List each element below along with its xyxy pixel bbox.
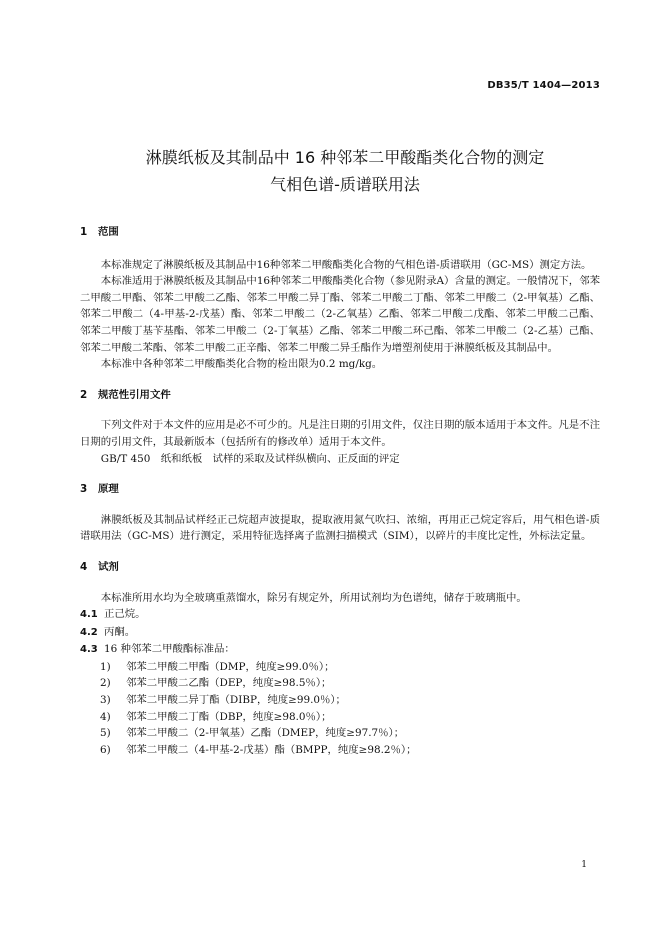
doc-title-line2: 气相色谱-质谱联用法 — [270, 175, 420, 194]
subclause — [80, 606, 600, 624]
section-number: 4 — [80, 560, 88, 573]
subclause-number: 4.2 — [80, 626, 98, 638]
reference-item: GB/T 450 纸和纸板 试样的采取及试样纵横向、正反面的评定 — [100, 452, 400, 465]
standard-code: DB35/T 1404—2013 — [487, 80, 600, 91]
list-item-text: 邻苯二甲酸二（2-甲氧基）乙酯（DMEP，纯度≥97.7％）； — [126, 727, 405, 740]
list-item — [80, 675, 600, 692]
section-heading-principle — [80, 481, 600, 498]
subclause-number: 4.1 — [80, 609, 98, 621]
subclause-text: 丙酮。 — [104, 625, 136, 638]
subclause-text: 16 种邻苯二甲酸酯标准品： — [104, 643, 235, 656]
section-heading-references — [80, 387, 600, 404]
section-title: 试剂 — [98, 560, 119, 573]
list-item-text: 邻苯二甲酸二（4-甲基-2-戊基）酯（BMPP，纯度≥98.2％）； — [126, 743, 417, 756]
paragraph: 本标准中各种邻苯二甲酸酯类化合物的检出限为0.2 mg/kg。 — [100, 358, 383, 371]
list-item-number: 1) — [100, 660, 111, 673]
list-item-text: 邻苯二甲酸二乙酯（DEP，纯度≥98.5％）； — [126, 677, 332, 690]
subclause — [80, 624, 600, 642]
document-body — [80, 224, 600, 758]
section-heading-reagents — [80, 559, 600, 576]
paragraph: 本标准所用水均为全玻璃重蒸馏水，除另有规定外，所用试剂均为色谱纯，储存于玻璃瓶中。 — [100, 591, 527, 604]
section-title: 规范性引用文件 — [98, 388, 171, 401]
paragraph: 本标准规定了淋膜纸板及其制品中16种邻苯二甲酸酯类化合物的气相色谱-质谱联用（GC-MS）测定方法。 — [100, 258, 592, 271]
list-item — [80, 742, 600, 759]
list-item — [80, 692, 600, 709]
list-item-number: 6) — [100, 743, 111, 756]
paragraph: 本标准适用于淋膜纸板及其制品中16种邻苯二甲酸酯类化合物（参见附录A）含量的测定。一般情况下，邻苯二甲酸二甲酯、邻苯二甲酸二乙酯、邻苯二甲酸二异丁酯、邻苯二甲酸二丁酯、邻苯二甲酸二（2-甲氧基）乙酯、邻苯二甲酸二（4-甲基-2-戊基）酯、邻苯二甲酸二（2-乙氧基）乙酯、邻苯二甲酸二戊酯、邻苯二甲酸二己酯、邻苯二甲酸丁基苄基酯、邻苯二甲酸二（2-丁氧基）乙酯、邻苯二甲酸二环己酯、邻苯二甲酸二（2-乙基）己酯、邻苯二甲酸二苯酯、邻苯二甲酸二正辛酯、邻苯二甲酸二异壬酯作为增塑剂使用于淋膜纸板及其制品中。 — [80, 275, 600, 354]
list-item-text: 邻苯二甲酸二异丁酯（DIBP，纯度≥99.0％）； — [126, 694, 346, 707]
list-item-number: 5) — [100, 727, 111, 740]
section-title: 原理 — [98, 483, 119, 496]
list-item — [80, 725, 600, 742]
section-heading-scope — [80, 224, 600, 241]
list-item-number: 4) — [100, 710, 111, 723]
section-title: 范围 — [98, 226, 119, 238]
section-number: 3 — [80, 483, 88, 496]
page-number: 1 — [581, 860, 587, 870]
list-item — [80, 709, 600, 726]
doc-title-line1: 淋膜纸板及其制品中 16 种邻苯二甲酸酯类化合物的测定 — [145, 148, 545, 167]
section-number: 1 — [80, 226, 88, 238]
paragraph: 下列文件对于本文件的应用是必不可少的。凡是注日期的引用文件，仅注日期的版本适用于本文件。凡是不注日期的引用文件，其最新版本（包括所有的修改单）适用于本文件。 — [80, 419, 600, 448]
list-item-text: 邻苯二甲酸二丁酯（DBP，纯度≥98.0％）； — [126, 710, 332, 723]
list-item-number: 2) — [100, 677, 111, 690]
section-number: 2 — [80, 388, 88, 401]
subclause — [80, 641, 600, 659]
list-item-text: 邻苯二甲酸二甲酯（DMP，纯度≥99.0％）； — [126, 660, 335, 673]
list-item-number: 3) — [100, 694, 111, 707]
subclause-text: 正己烷。 — [104, 608, 146, 621]
list-item — [80, 659, 600, 676]
paragraph: 淋膜纸板及其制品试样经正己烷超声波提取，提取液用氮气吹扫、浓缩，再用正己烷定容后，用气相色谱-质谱联用法（GC-MS）进行测定，采用特征选择离子监测扫描模式（SIM），以碎片的丰度比定性，外标法定量。 — [80, 513, 600, 543]
subclause-number: 4.3 — [80, 644, 98, 656]
